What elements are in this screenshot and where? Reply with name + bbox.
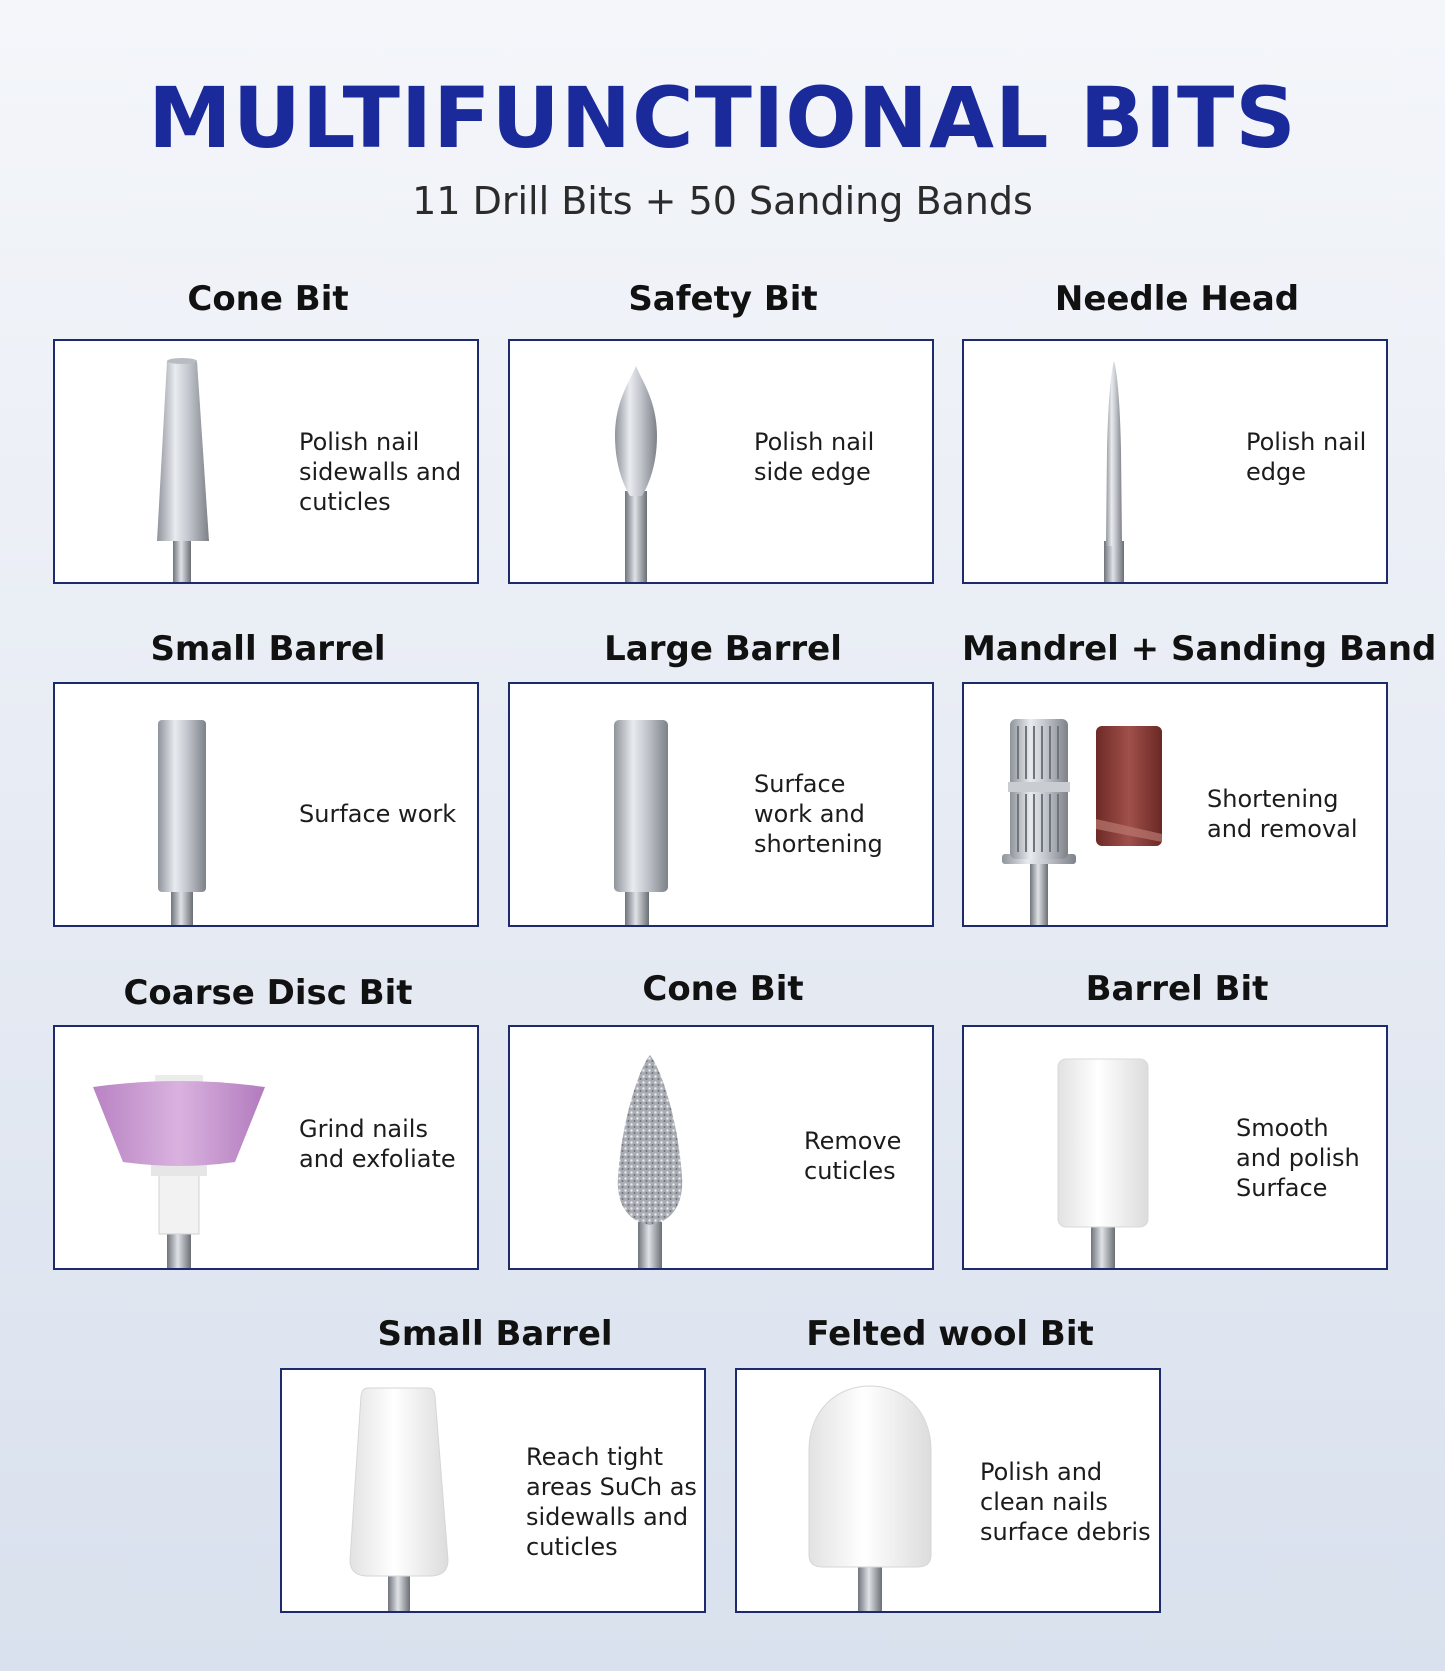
card-mandrel-sanding-band (962, 682, 1388, 927)
card-description: Shortening and removal (1207, 785, 1358, 843)
card-title-large-barrel: Large Barrel (604, 629, 842, 669)
card-description: Surface work (299, 800, 457, 828)
card-description: Polish nail edge (1246, 428, 1367, 486)
card-needle-head (962, 339, 1388, 584)
card-title-mandrel-sanding-band: Mandrel + Sanding Band (962, 629, 1437, 669)
card-safety-bit (508, 339, 934, 584)
card-coarse-disc-bit (53, 1025, 479, 1270)
card-title-barrel-bit: Barrel Bit (1085, 969, 1269, 1009)
card-description: Polish and clean nails surface debris (980, 1458, 1151, 1546)
card-title-small-barrel-felt: Small Barrel (377, 1314, 613, 1354)
card-description: Polish nail side edge (754, 428, 875, 486)
card-small-barrel (53, 682, 479, 927)
card-title-small-barrel: Small Barrel (150, 629, 386, 669)
card-title-needle-head: Needle Head (1054, 279, 1300, 319)
card-description: Polish nail sidewalls and cuticles (299, 428, 462, 516)
card-large-barrel (508, 682, 934, 927)
card-title-cone-bit: Cone Bit (187, 279, 349, 319)
card-cone-bit (53, 339, 479, 584)
card-description: Grind nails and exfoliate (299, 1115, 456, 1173)
card-diamond-cone-bit (508, 1025, 934, 1270)
card-description: Surface work and shortening (754, 770, 883, 858)
card-description: Remove cuticles (804, 1127, 902, 1185)
card-felted-wool-bit (735, 1368, 1161, 1613)
card-title-safety-bit: Safety Bit (628, 279, 818, 319)
card-small-barrel-felt (280, 1368, 706, 1613)
page-title: MULTIFUNCTIONAL BITS (148, 69, 1297, 167)
page-subtitle: 11 Drill Bits + 50 Sanding Bands (412, 179, 1033, 223)
card-barrel-bit (962, 1025, 1388, 1270)
card-description: Smooth and polish Surface (1236, 1114, 1360, 1202)
card-title-felted-wool-bit: Felted wool Bit (806, 1314, 1094, 1354)
card-description: Reach tight areas SuCh as sidewalls and cuticles (526, 1443, 697, 1561)
card-title-coarse-disc-bit: Coarse Disc Bit (123, 973, 413, 1013)
card-title-diamond-cone-bit: Cone Bit (642, 969, 804, 1009)
